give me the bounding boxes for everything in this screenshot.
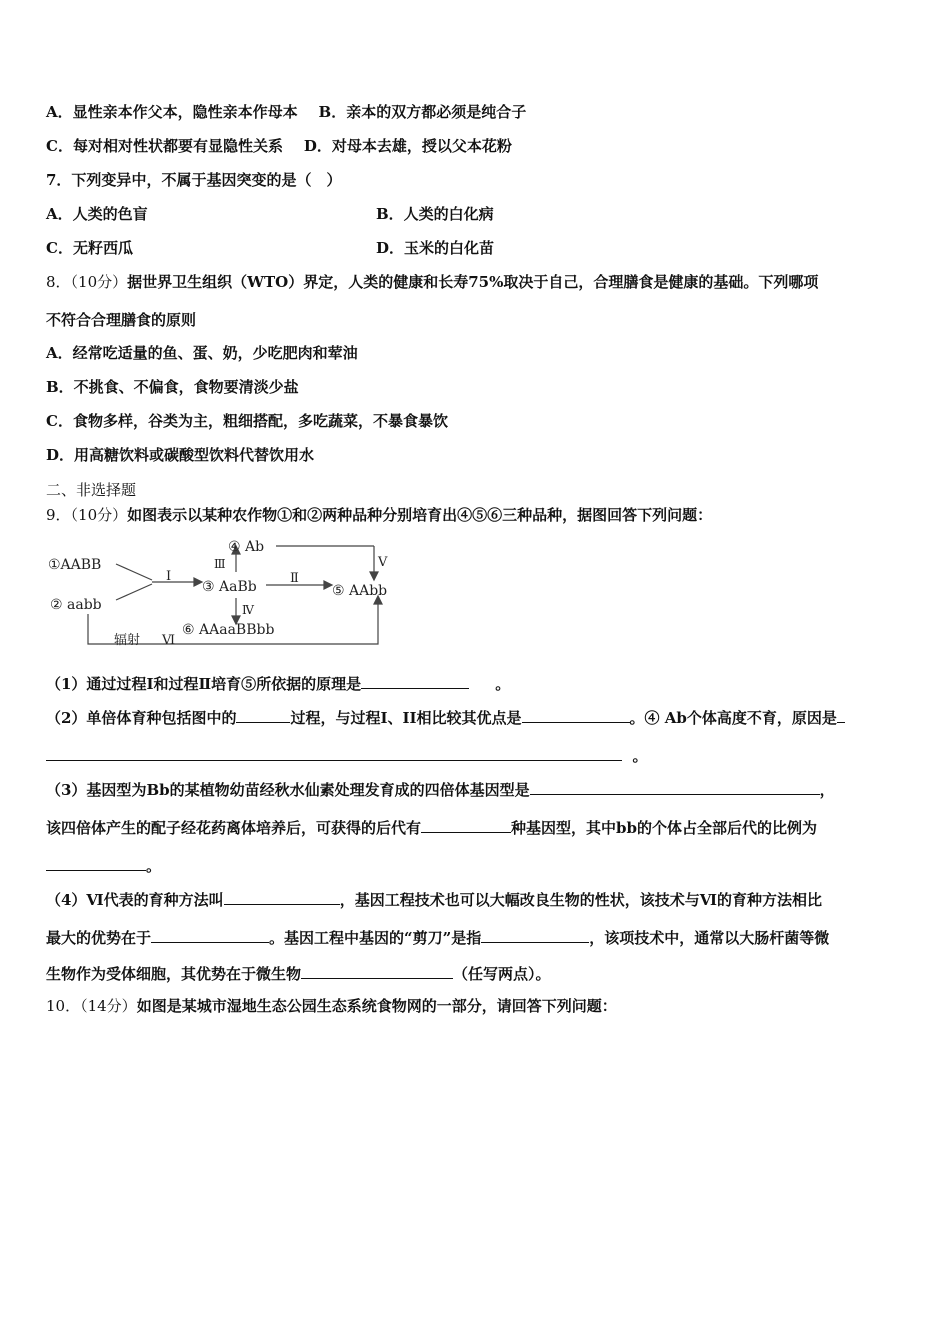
q9-sub1: [46, 672, 510, 694]
q8-option-a: A．经常吃适量的鱼、蛋、奶，少吃肥肉和荤油: [46, 344, 358, 362]
q10-stem-text: 如图是某城市湿地生态公园生态系统食物网的一部分，请回答下列问题：: [136, 997, 617, 1015]
q7-option-b: B．人类的白化病: [376, 205, 494, 223]
node-4-label: ④ Ab: [228, 539, 265, 555]
cross-line-upper: [116, 564, 152, 580]
q8-option-b: B．不挑食、不偏食，食物要清淡少盐: [46, 378, 299, 396]
q6-option-d: D．对母本去雄，授以父本花粉: [303, 137, 512, 155]
parent-1-label: ①AABB: [48, 557, 102, 573]
process-i-label: Ⅰ: [166, 569, 172, 584]
section-title: 二、非选择题: [46, 481, 137, 499]
q9-sub3-line2: [46, 816, 817, 838]
q9-sub3-line1: [46, 778, 835, 800]
q7-stem: 7．下列变异中，不属于基因突变的是（ ）: [46, 171, 342, 189]
q9-sub2-text-a: （2）单倍体育种包括图中的: [46, 709, 237, 727]
process-iii-label: Ⅲ: [214, 557, 226, 571]
q9-sub1-blank[interactable]: [361, 672, 469, 689]
q7-option-d: D．玉米的白化苗: [376, 239, 495, 257]
q6-option-c: C．每对相对性状都要有显隐性关系: [46, 137, 283, 155]
q9-sub2-blank-process[interactable]: [236, 706, 290, 723]
q9-sub3-end: 。: [146, 857, 162, 875]
q9-sub4-line1: [46, 888, 822, 910]
q9-sub4-text-f: 生物作为受体细胞，其优势在于微生物: [46, 965, 302, 983]
q9-sub2-line2: [46, 744, 647, 766]
q6-row-ab: [46, 102, 526, 122]
q7-option-c: C．无籽西瓜: [46, 239, 133, 257]
q9-sub3-blank-genotype[interactable]: [530, 778, 820, 795]
breeding-diagram: [44, 532, 414, 652]
q6-option-b: B．亲本的双方都必须是纯合子: [318, 103, 527, 121]
radiation-label: 辐射: [114, 633, 141, 648]
node-3-label: ③ AaBb: [202, 579, 257, 595]
process-v-arrowhead: [370, 572, 378, 580]
q9-stem-text: 如图表示以某种农作物①和②两种品种分别培育出④⑤⑥三种品种，据图回答下列问题：: [127, 506, 713, 524]
process-iv-label: Ⅳ: [242, 603, 254, 617]
q8-stem-line2: 不符合合理膳食的原则: [46, 311, 197, 329]
q7-row-cd: [46, 238, 906, 258]
q6-option-a: A．显性亲本作父本，隐性亲本作母本: [46, 103, 298, 121]
process-ii-label: Ⅱ: [290, 571, 299, 586]
q9-sub2-blank-reason-start[interactable]: [837, 706, 845, 723]
q9-sub4-text-a: （4）Ⅵ代表的育种方法叫: [46, 891, 224, 909]
q10-number: 10．（14分）: [46, 997, 137, 1015]
cross-line-lower: [116, 584, 152, 600]
q9-sub4-text-e: ，该项技术中，通常以大肠杆菌等微: [589, 929, 830, 947]
q9-sub3-text-b: ，: [819, 781, 835, 799]
q9-sub4-text-d: 。基因工程中基因的“剪刀”是指: [269, 929, 482, 947]
q8-stem-text1: 据世界卫生组织（WTO）界定，人类的健康和长寿75%取决于自己，合理膳食是健康的基础。下列哪项: [127, 273, 819, 291]
q9-stem: [46, 505, 712, 525]
q9-sub2-text-c: 。④ Ab个体高度不育，原因是: [629, 709, 837, 727]
q10-stem: [46, 996, 617, 1016]
q9-sub1-text: （1）通过过程Ⅰ和过程Ⅱ培育⑤所依据的原理是: [46, 675, 362, 693]
q9-sub3-text-a: （3）基因型为Bb的某植物幼苗经秋水仙素处理发育成的四倍体基因型是: [46, 781, 530, 799]
q9-sub2-end: 。: [632, 747, 648, 765]
q7-row-ab: [46, 204, 906, 224]
q8-option-d: D．用高糖饮料或碳酸型饮料代替饮用水: [46, 446, 315, 464]
q9-sub4-line3: [46, 962, 551, 984]
q9-sub4-blank-method[interactable]: [224, 888, 340, 905]
q9-sub2-blank-advantage[interactable]: [522, 706, 630, 723]
q9-sub3-blank-count[interactable]: [421, 816, 511, 833]
q8-option-c: C．食物多样，谷类为主，粗细搭配，多吃蔬菜，不暴食暴饮: [46, 412, 448, 430]
process-i-arrowhead: [194, 578, 202, 586]
q9-sub2-line1: [46, 706, 845, 728]
q9-sub3-line3: [46, 854, 161, 876]
q9-sub3-text-c: 该四倍体产生的配子经花药离体培养后，可获得的后代有: [46, 819, 422, 837]
q9-sub3-text-d: 种基因型，其中bb的个体占全部后代的比例为: [511, 819, 817, 837]
q9-sub4-blank-microbe[interactable]: [301, 962, 453, 979]
q9-sub3-blank-ratio[interactable]: [46, 854, 146, 871]
process-v-label: Ⅴ: [378, 555, 388, 570]
q8-stem-line1: [46, 272, 818, 292]
node-6-label: ⑥ AAaaBBbb: [182, 622, 275, 638]
q9-sub4-blank-advantage[interactable]: [151, 926, 269, 943]
process-vi-label: Ⅵ: [162, 633, 176, 648]
q9-sub4-text-g: （任写两点）。: [453, 965, 551, 983]
node-5-label: ⑤ AAbb: [332, 583, 388, 599]
q6-row-cd: [46, 136, 512, 156]
q9-sub1-end: 。: [495, 675, 511, 693]
q9-sub2-text-b: 过程，与过程I、II相比较其优点是: [290, 709, 522, 727]
q9-sub4-text-c: 最大的优势在于: [46, 929, 152, 947]
q9-sub4-blank-scissors[interactable]: [481, 926, 589, 943]
q9-sub4-text-b: ，基因工程技术也可以大幅改良生物的性状，该技术与Ⅵ的育种方法相比: [339, 891, 822, 909]
parent-2-label: ② aabb: [50, 597, 102, 613]
q8-number: 8．（10分）: [46, 273, 128, 291]
q9-number: 9．（10分）: [46, 506, 128, 524]
q9-sub2-blank-reason[interactable]: [46, 744, 622, 761]
q7-option-a: A．人类的色盲: [46, 205, 148, 223]
process-ii-arrowhead: [324, 581, 332, 589]
q9-sub4-line2: [46, 926, 829, 948]
